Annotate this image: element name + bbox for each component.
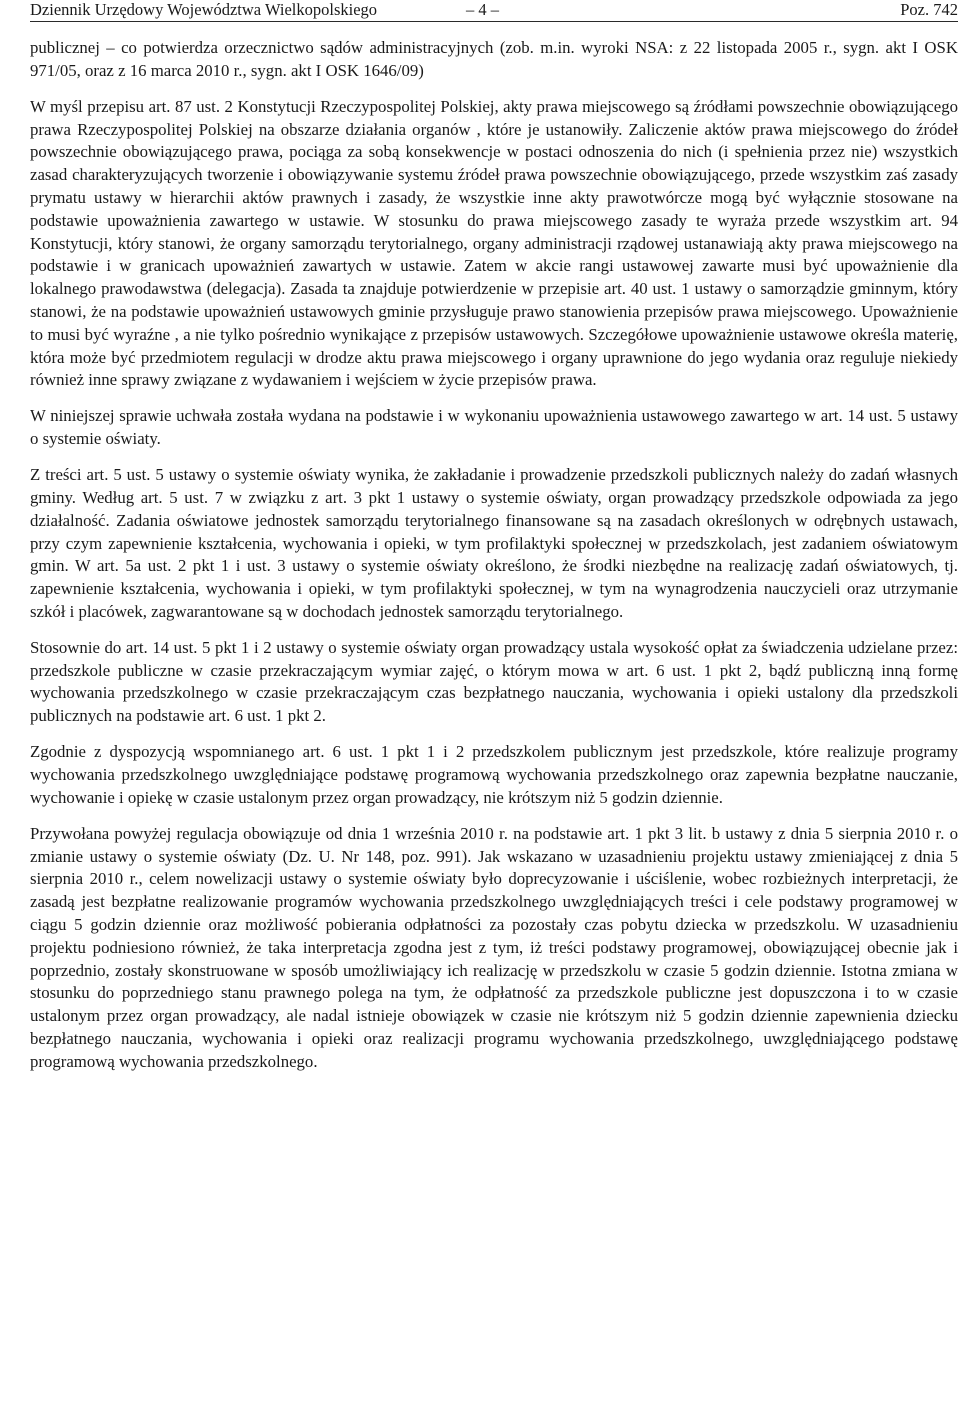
paragraph-3: W niniejszej sprawie uchwała została wydana na podstawie i w wykonaniu upoważnienia ustawowego zawartego w art. 14 ust. 5 ustawy o systemie oświaty. <box>30 406 958 449</box>
paragraph-5: Stosownie do art. 14 ust. 5 pkt 1 i 2 ustawy o systemie oświaty organ prowadzący ustala wysokość opłat za świadczenia udzielane przez: przedszkole publiczne w czasie przekraczającym wymiar zajęć, o którym mowa w art. 6 ust. 1 pkt 2, bądź publiczną inną formę wychowania przedszkolnego w czasie przekraczającym czas bezpłatnego nauczania, wychowania i opieki ustalony dla przedszkoli publicznych na podstawie art. 6 ust. 1 pkt 2. <box>30 637 958 726</box>
paragraph-6: Zgodnie z dyspozycją wspomnianego art. 6 ust. 1 pkt 1 i 2 przedszkolem publicznym jest przedszkole, które realizuje programy wychowania przedszkolnego uwzględniające podstawę programową wychowania przedszkolnego oraz zapewnia bezpłatne nauczanie, wychowanie i opiekę w czasie ustalonym przez organ prowadzący, nie krótszym niż 5 godzin dziennie. <box>30 742 958 807</box>
page-number: – 4 – <box>466 0 499 19</box>
paragraph-7: Przywołana powyżej regulacja obowiązuje od dnia 1 września 2010 r. na podstawie art. 1 pkt 3 lit. b ustawy z dnia 5 sierpnia 2010 r. o zmianie ustawy o systemie oświaty (Dz. U. Nr 148, poz. 991). Jak wskazano w uzasadnieniu projektu ustawy zmieniającej z dnia 5 sierpnia 2010 r., celem nowelizacji ustawy o systemie oświaty było doprecyzowanie i uściślenie, wobec rozbieżnych interpretacji, że zasadą jest bezpłatne realizowanie programów wychowania przedszkolnego uwzględniających treści i cele podstawy programowej w ciągu 5 godzin dziennie oraz możliwość pobierania odpłatności za pozostały czas pobytu dziecka w przedszkolu. W uzasadnieniu projektu podniesiono również, że taka interpretacja zgodna jest z tym, iż treści podstawy programowej, obowiązującej obecnie jak i poprzednio, zostały skonstruowane w sposób umożliwiający ich realizację w przedszkolu w czasie 5 godzin dziennie. Istotna zmiana w stosunku do poprzedniego stanu prawnego polega na tym, że odpłatność za przedszkole publiczne jest dopuszczona i to w czasie ustalonym przez organ prowadzący, ale nadal istnieje obowiązek w czasie nie krótszym niż 5 godzin dziennie zapewnienia dziecku bezpłatnego nauczania, wychowania i opieki oraz realizacji programu wychowania przedszkolnego, uwzględniającego podstawę programową wychowania przedszkolnego. <box>30 823 958 1071</box>
header-divider <box>30 21 958 22</box>
document-body <box>30 37 958 1074</box>
page-content <box>30 0 958 1071</box>
paragraph-4: Z treści art. 5 ust. 5 ustawy o systemie oświaty wynika, że zakładanie i prowadzenie przedszkoli publicznych należy do zadań własnych gminy. Według art. 5 ust. 7 w związku z art. 3 pkt 1 ustawy o systemie oświaty, organ prowadzący przedszkole odpowiada za jego działalność. Zadania oświatowe jednostek samorządu terytorialnego finansowane są na zasadach określonych w odrębnych ustawach, przy czym zapewnienie kształcenia, wychowania i opieki, w tym profilaktyki społecznej w przedszkolach, jest zadaniem oświatowym gmin. W art. 5a ust. 2 pkt 1 i ust. 3 ustawy o systemie oświaty określono, że środki niezbędne na realizację zadań oświatowych, tj. zapewnienie kształcenia, wychowania i opieki, w tym profilaktyki społecznej, w tym na wynagrodzenia nauczycieli oraz utrzymanie szkół i placówek, zagwarantowane są w dochodach jednostek samorządu terytorialnego. <box>30 465 958 621</box>
journal-title: Dziennik Urzędowy Województwa Wielkopolskiego <box>30 0 378 19</box>
running-header <box>30 0 958 22</box>
position-number: Poz. 742 <box>900 0 958 19</box>
paragraph-1: publicznej – co potwierdza orzecznictwo sądów administracyjnych (zob. m.in. wyroki NSA: z 22 listopada 2005 r., sygn. akt I OSK 971/05, oraz z 16 marca 2010 r., sygn. akt I OSK 1646/09) <box>30 38 958 80</box>
paragraph-2: W myśl przepisu art. 87 ust. 2 Konstytucji Rzeczypospolitej Polskiej, akty prawa miejscowego są źródłami powszechnie obowiązującego prawa Rzeczypospolitej Polskiej na obszarze działania organów , które je ustanowiły. Zaliczenie aktów prawa miejscowego do źródeł powszechnie obowiązującego prawa, pociąga za sobą konsekwencje w postaci odnoszenia do nich (i spełnienia przez nie) wszystkich zasad charakteryzujących tworzenie i obowiązywanie systemu źródeł prawa powszechnie obowiązującego, przede wszystkim zaś zasady prymatu ustawy w hierarchii aktów prawnych i zasady, że wszystkie inne akty prawotwórcze mogą być wyłącznie stosowane na podstawie upoważnienia zawartego w ustawie. W stosunku do prawa miejscowego zasady te wyraża przede wszystkim art. 94 Konstytucji, który stanowi, że organy samorządu terytorialnego, organy administracji rządowej ustanawiają akty prawa miejscowego na podstawie i w granicach upoważnień zawartych w ustawie. Zatem w akcie rangi ustawowej zawarte musi być upoważnienie dla lokalnego prawodawstwa (delegacja). Zasada ta znajduje potwierdzenie w przepisie art. 40 ust. 1 ustawy o samorządzie gminnym, który stanowi, że na podstawie upoważnień ustawowych gminie przysługuje prawo stanowienia przepisów prawa miejscowego. Upoważnienie to musi być wyraźne , a nie tylko pośrednio wynikające z przepisów ustawowych. Szczegółowe upoważnienie ustawowe określa materię, która może być przedmiotem regulacji w drodze aktu prawa miejscowego i organy uprawnione do jego wydania oraz reguluje niekiedy również inne sprawy związane z wydawaniem i wejściem w życie przepisów prawa. <box>30 96 958 390</box>
